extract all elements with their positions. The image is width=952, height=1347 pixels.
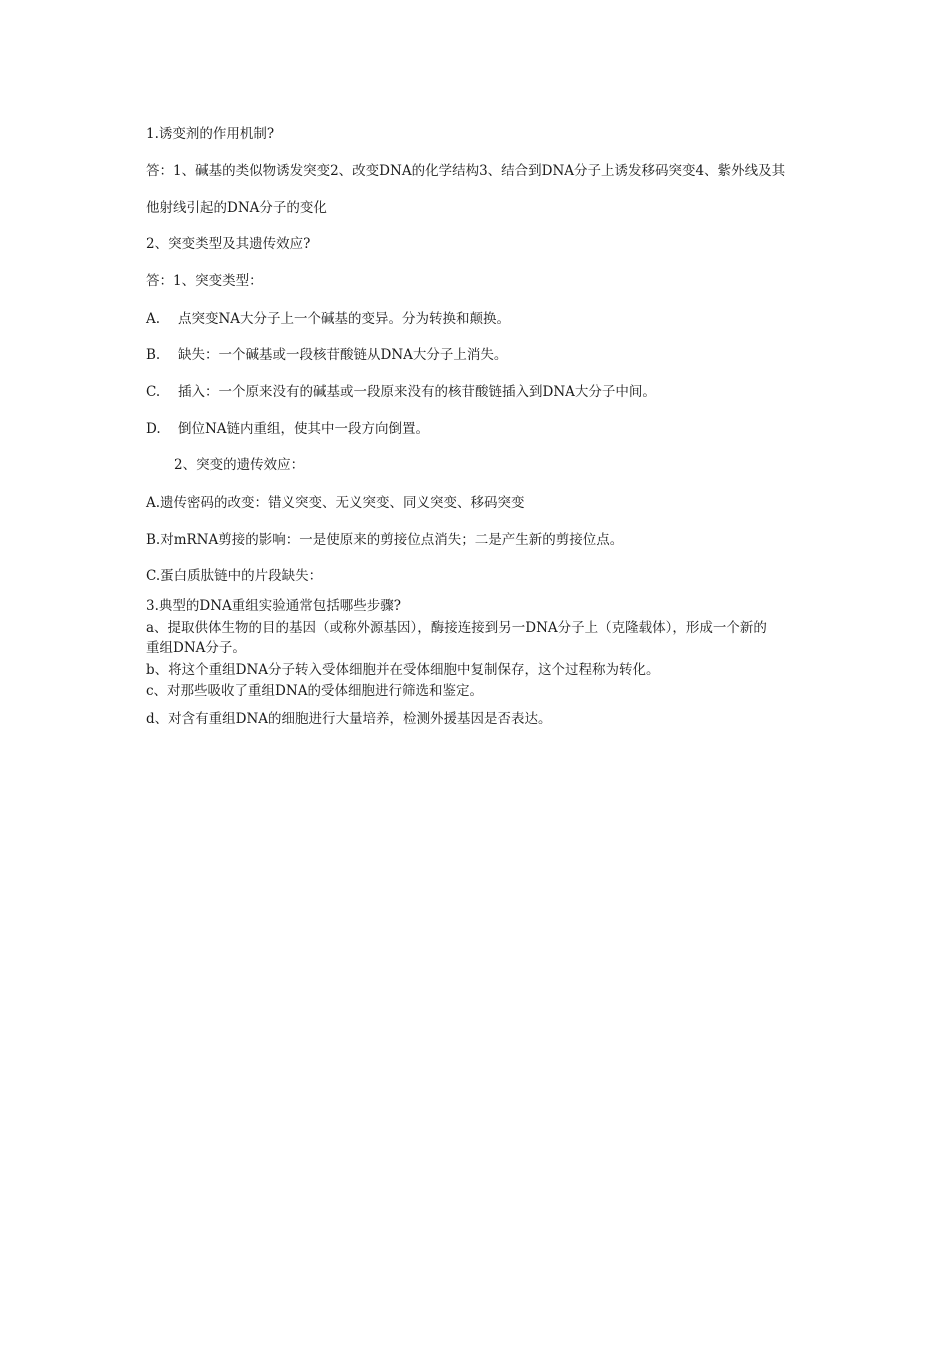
- q3-step-b: b、将这个重组DNA分子转入受体细胞并在受体细胞中复制保存，这个过程称为转化。: [146, 662, 660, 678]
- q2-title: 2、突变类型及其遗传效应?: [146, 236, 311, 252]
- list-text: 缺失：一个碱基或一段核苷酸链从DNA大分子上消失。: [178, 347, 508, 363]
- q3-step-a-line2: 重组DNA分子。: [146, 640, 246, 656]
- q1-answer-line1: 答：1、碱基的类似物诱发突变2、改变DNA的化学结构3、结合到DNA分子上诱发移码突变4、紫外线及其: [146, 163, 786, 179]
- mutation-type-item: [146, 310, 510, 328]
- q2-effects-title: 2、突变的遗传效应：: [174, 457, 305, 473]
- q1-answer-line2: 他射线引起的DNA分子的变化: [146, 200, 327, 216]
- q3-step-d: d、对含有重组DNA的细胞进行大量培养，检测外援基因是否表达。: [146, 711, 552, 727]
- list-text: 倒位NA链内重组，使其中一段方向倒置。: [178, 421, 430, 437]
- mutation-type-item: [146, 420, 429, 438]
- list-letter: A.: [146, 311, 161, 327]
- q3-title: 3.典型的DNA重组实验通常包括哪些步骤?: [146, 598, 402, 614]
- mutation-type-item: [146, 346, 507, 364]
- list-letter: D.: [146, 421, 161, 437]
- list-letter: C.: [146, 384, 161, 400]
- q3-step-a-line1: a、提取供体生物的目的基因（或称外源基因），酶接连接到另一DNA分子上（克隆载体），形成一个新的: [146, 620, 767, 636]
- q3-step-c: c、对那些吸收了重组DNA的受体细胞进行筛选和鉴定。: [146, 683, 483, 699]
- q1-title: 1.诱变剂的作用机制?: [146, 126, 275, 142]
- list-text: 点突变NA大分子上一个碱基的变异。分为转换和颠换。: [178, 311, 511, 327]
- genetic-effect-item: A.遗传密码的改变：错义突变、无义突变、同义突变、移码突变: [146, 495, 525, 511]
- list-letter: B.: [146, 347, 161, 363]
- genetic-effect-item: B.对mRNA剪接的影响：一是使原来的剪接位点消失；二是产生新的剪接位点。: [146, 532, 624, 548]
- mutation-type-item: [146, 383, 656, 401]
- genetic-effect-item: C.蛋白质肽链中的片段缺失：: [146, 568, 323, 584]
- q2-answer-intro: 答：1、突变类型：: [146, 273, 263, 289]
- list-text: 插入：一个原来没有的碱基或一段原来没有的核苷酸链插入到DNA大分子中间。: [178, 384, 656, 400]
